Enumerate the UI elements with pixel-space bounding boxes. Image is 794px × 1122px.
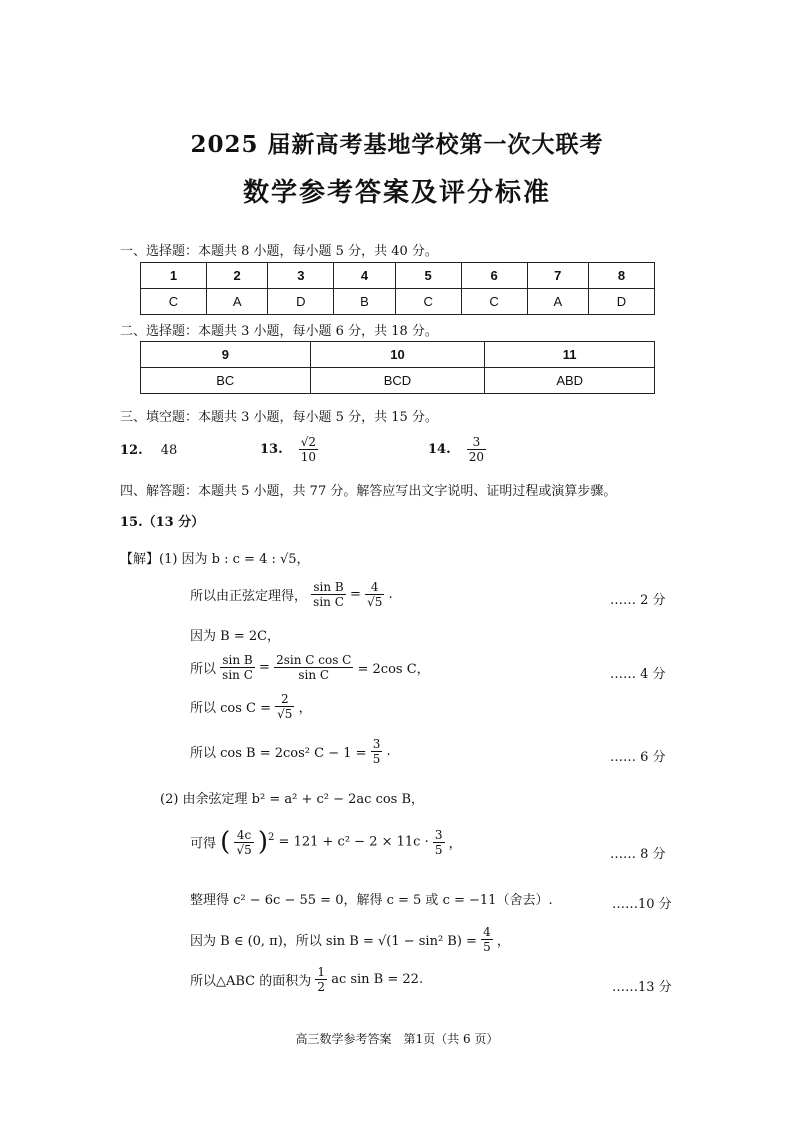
line-text: = [259, 660, 270, 675]
section1-heading: 一、选择题：本题共 8 小题，每小题 5 分，共 40 分。 [120, 244, 438, 259]
table-cell: C [141, 289, 207, 315]
fraction-denominator: sin C [222, 668, 253, 682]
line-text: = 2cos C， [357, 662, 430, 677]
table-cell: A [527, 289, 588, 315]
line-text: ， [448, 836, 462, 852]
table-cell: 2 [206, 263, 267, 289]
fraction-numerator: 3 [372, 737, 381, 751]
score-2: …… 2 分 [610, 593, 666, 608]
fraction-denominator: sin C [313, 595, 344, 609]
table-cell: 10 [310, 342, 485, 368]
fraction-denominator: √5 [236, 842, 252, 857]
line-text: = [350, 587, 361, 602]
fraction [275, 692, 294, 721]
q15-line-10 [190, 925, 510, 954]
fraction-numerator: sin B [311, 580, 346, 595]
table-cell: 5 [395, 263, 461, 289]
fraction-numerator: 4 [365, 580, 384, 595]
q12-number: 12. [120, 443, 143, 458]
exam-subtitle: 数学参考答案及评分标准 [242, 178, 551, 208]
section2-heading: 二、选择题：本题共 3 小题，每小题 6 分，共 18 分。 [120, 324, 438, 339]
fraction-denominator: √5 [277, 707, 293, 721]
q14-answer [467, 435, 486, 464]
q15-line-3: 因为 B = 2C， [190, 629, 281, 644]
table-cell: BC [141, 368, 311, 394]
line-text: ， [298, 701, 312, 716]
fraction [234, 828, 253, 857]
fraction-numerator: sin B [220, 653, 255, 668]
table-cell: 6 [461, 263, 527, 289]
line-text: . [386, 744, 391, 759]
q14-number: 14. [428, 442, 451, 457]
line-text: . [388, 587, 393, 602]
table-cell: 9 [141, 342, 311, 368]
line-text: 可得 [190, 836, 217, 852]
section3-heading: 三、填空题：本题共 3 小题，每小题 5 分，共 15 分。 [120, 410, 438, 425]
superscript: 2 [268, 832, 275, 844]
fraction [220, 653, 255, 682]
q14 [428, 435, 486, 464]
table-cell: BCD [310, 368, 485, 394]
fraction [311, 580, 346, 609]
fraction-denominator: 5 [483, 940, 491, 954]
q15-line-6 [190, 737, 391, 766]
section1-table [140, 262, 655, 315]
q15-line-9: 整理得 c² − 6c − 55 = 0，解得 c = 5 或 c = −11（舍去）. [190, 893, 553, 908]
fraction-denominator: 2 [317, 980, 326, 994]
score-4: …… 4 分 [610, 667, 666, 682]
fraction [433, 828, 445, 857]
line-text: 所以 cos C = [190, 701, 272, 716]
score-10: ……10 分 [612, 897, 672, 912]
table-cell: 4 [334, 263, 395, 289]
fraction-numerator: 2 [275, 692, 294, 707]
q15-line-11 [190, 965, 423, 994]
q15-header: 15.（13 分） [120, 515, 205, 530]
q12-answer: 48 [160, 443, 178, 458]
table-cell: 1 [141, 263, 207, 289]
fraction-numerator: 3 [434, 827, 443, 842]
score-13: ……13 分 [612, 980, 672, 995]
fraction-numerator: 4 [483, 925, 491, 939]
section1-number-row [141, 263, 655, 289]
line-text: ， [496, 934, 510, 949]
table-cell: C [395, 289, 461, 315]
q15-line-1: 【解】(1) 因为 b : c = 4 : √5， [120, 552, 310, 567]
line-text: 所以 cos B = 2cos² C − 1 = [190, 746, 367, 761]
page-footer: 高三数学参考答案 第1页（共 6 页） [295, 1032, 499, 1046]
line-text: 所以△ABC 的面积为 [190, 974, 312, 989]
section2-answer-row [141, 368, 655, 394]
fraction [481, 925, 493, 954]
table-cell: 3 [268, 263, 334, 289]
fraction-denominator: 20 [468, 450, 485, 464]
q12 [120, 443, 177, 458]
table-cell: A [206, 289, 267, 315]
fraction [371, 737, 383, 766]
table-cell: D [588, 289, 654, 315]
line-text: 因为 B ∈ (0, π)，所以 sin B = √(1 − sin² B) = [190, 934, 477, 949]
line-text: = 121 + c² − 2 × 11c · [278, 834, 429, 850]
fraction [365, 580, 384, 609]
q15-line-8 [190, 827, 462, 857]
q13 [260, 435, 318, 464]
table-cell: B [334, 289, 395, 315]
table-cell: C [461, 289, 527, 315]
line-text: 所以 [190, 662, 217, 677]
fraction-numerator: 4c [234, 828, 253, 843]
score-6: …… 6 分 [610, 750, 666, 765]
fraction-denominator: 5 [372, 752, 381, 766]
exam-title: 2025 届新高考基地学校第一次大联考 [190, 131, 604, 158]
table-cell: 8 [588, 263, 654, 289]
q15-line-4 [190, 653, 430, 682]
fraction [274, 653, 353, 682]
score-8: …… 8 分 [610, 847, 666, 862]
table-cell: 11 [485, 342, 655, 368]
table-cell: D [268, 289, 334, 315]
q13-answer [299, 435, 318, 464]
line-text: 所以由正弦定理得， [190, 589, 308, 604]
q15-line-2 [190, 580, 393, 609]
paren-left: ( [220, 827, 231, 857]
section4-heading: 四、解答题：本题共 5 小题，共 77 分。解答应写出文字说明、证明过程或演算步骤。 [120, 484, 617, 499]
fraction [315, 965, 327, 994]
section1-answer-row [141, 289, 655, 315]
q15-line-5 [190, 692, 312, 721]
paren-right: ) [257, 827, 269, 857]
q13-number: 13. [260, 442, 283, 457]
section2-number-row [141, 342, 655, 368]
fraction-denominator: 10 [300, 450, 317, 464]
fraction-denominator: 5 [434, 842, 443, 857]
line-text: ac sin B = 22. [331, 972, 424, 987]
fraction-numerator: 1 [317, 965, 326, 979]
section2-table [140, 341, 655, 394]
table-cell: ABD [485, 368, 655, 394]
fraction-denominator: √5 [367, 595, 383, 609]
fraction-denominator: sin C [298, 668, 330, 682]
fraction-numerator: 3 [467, 435, 486, 450]
table-cell: 7 [527, 263, 588, 289]
q15-line-7: (2) 由余弦定理 b² = a² + c² − 2ac cos B， [160, 792, 425, 807]
fraction-numerator: 2sin C cos C [276, 653, 352, 667]
fraction-numerator: √2 [300, 435, 317, 449]
